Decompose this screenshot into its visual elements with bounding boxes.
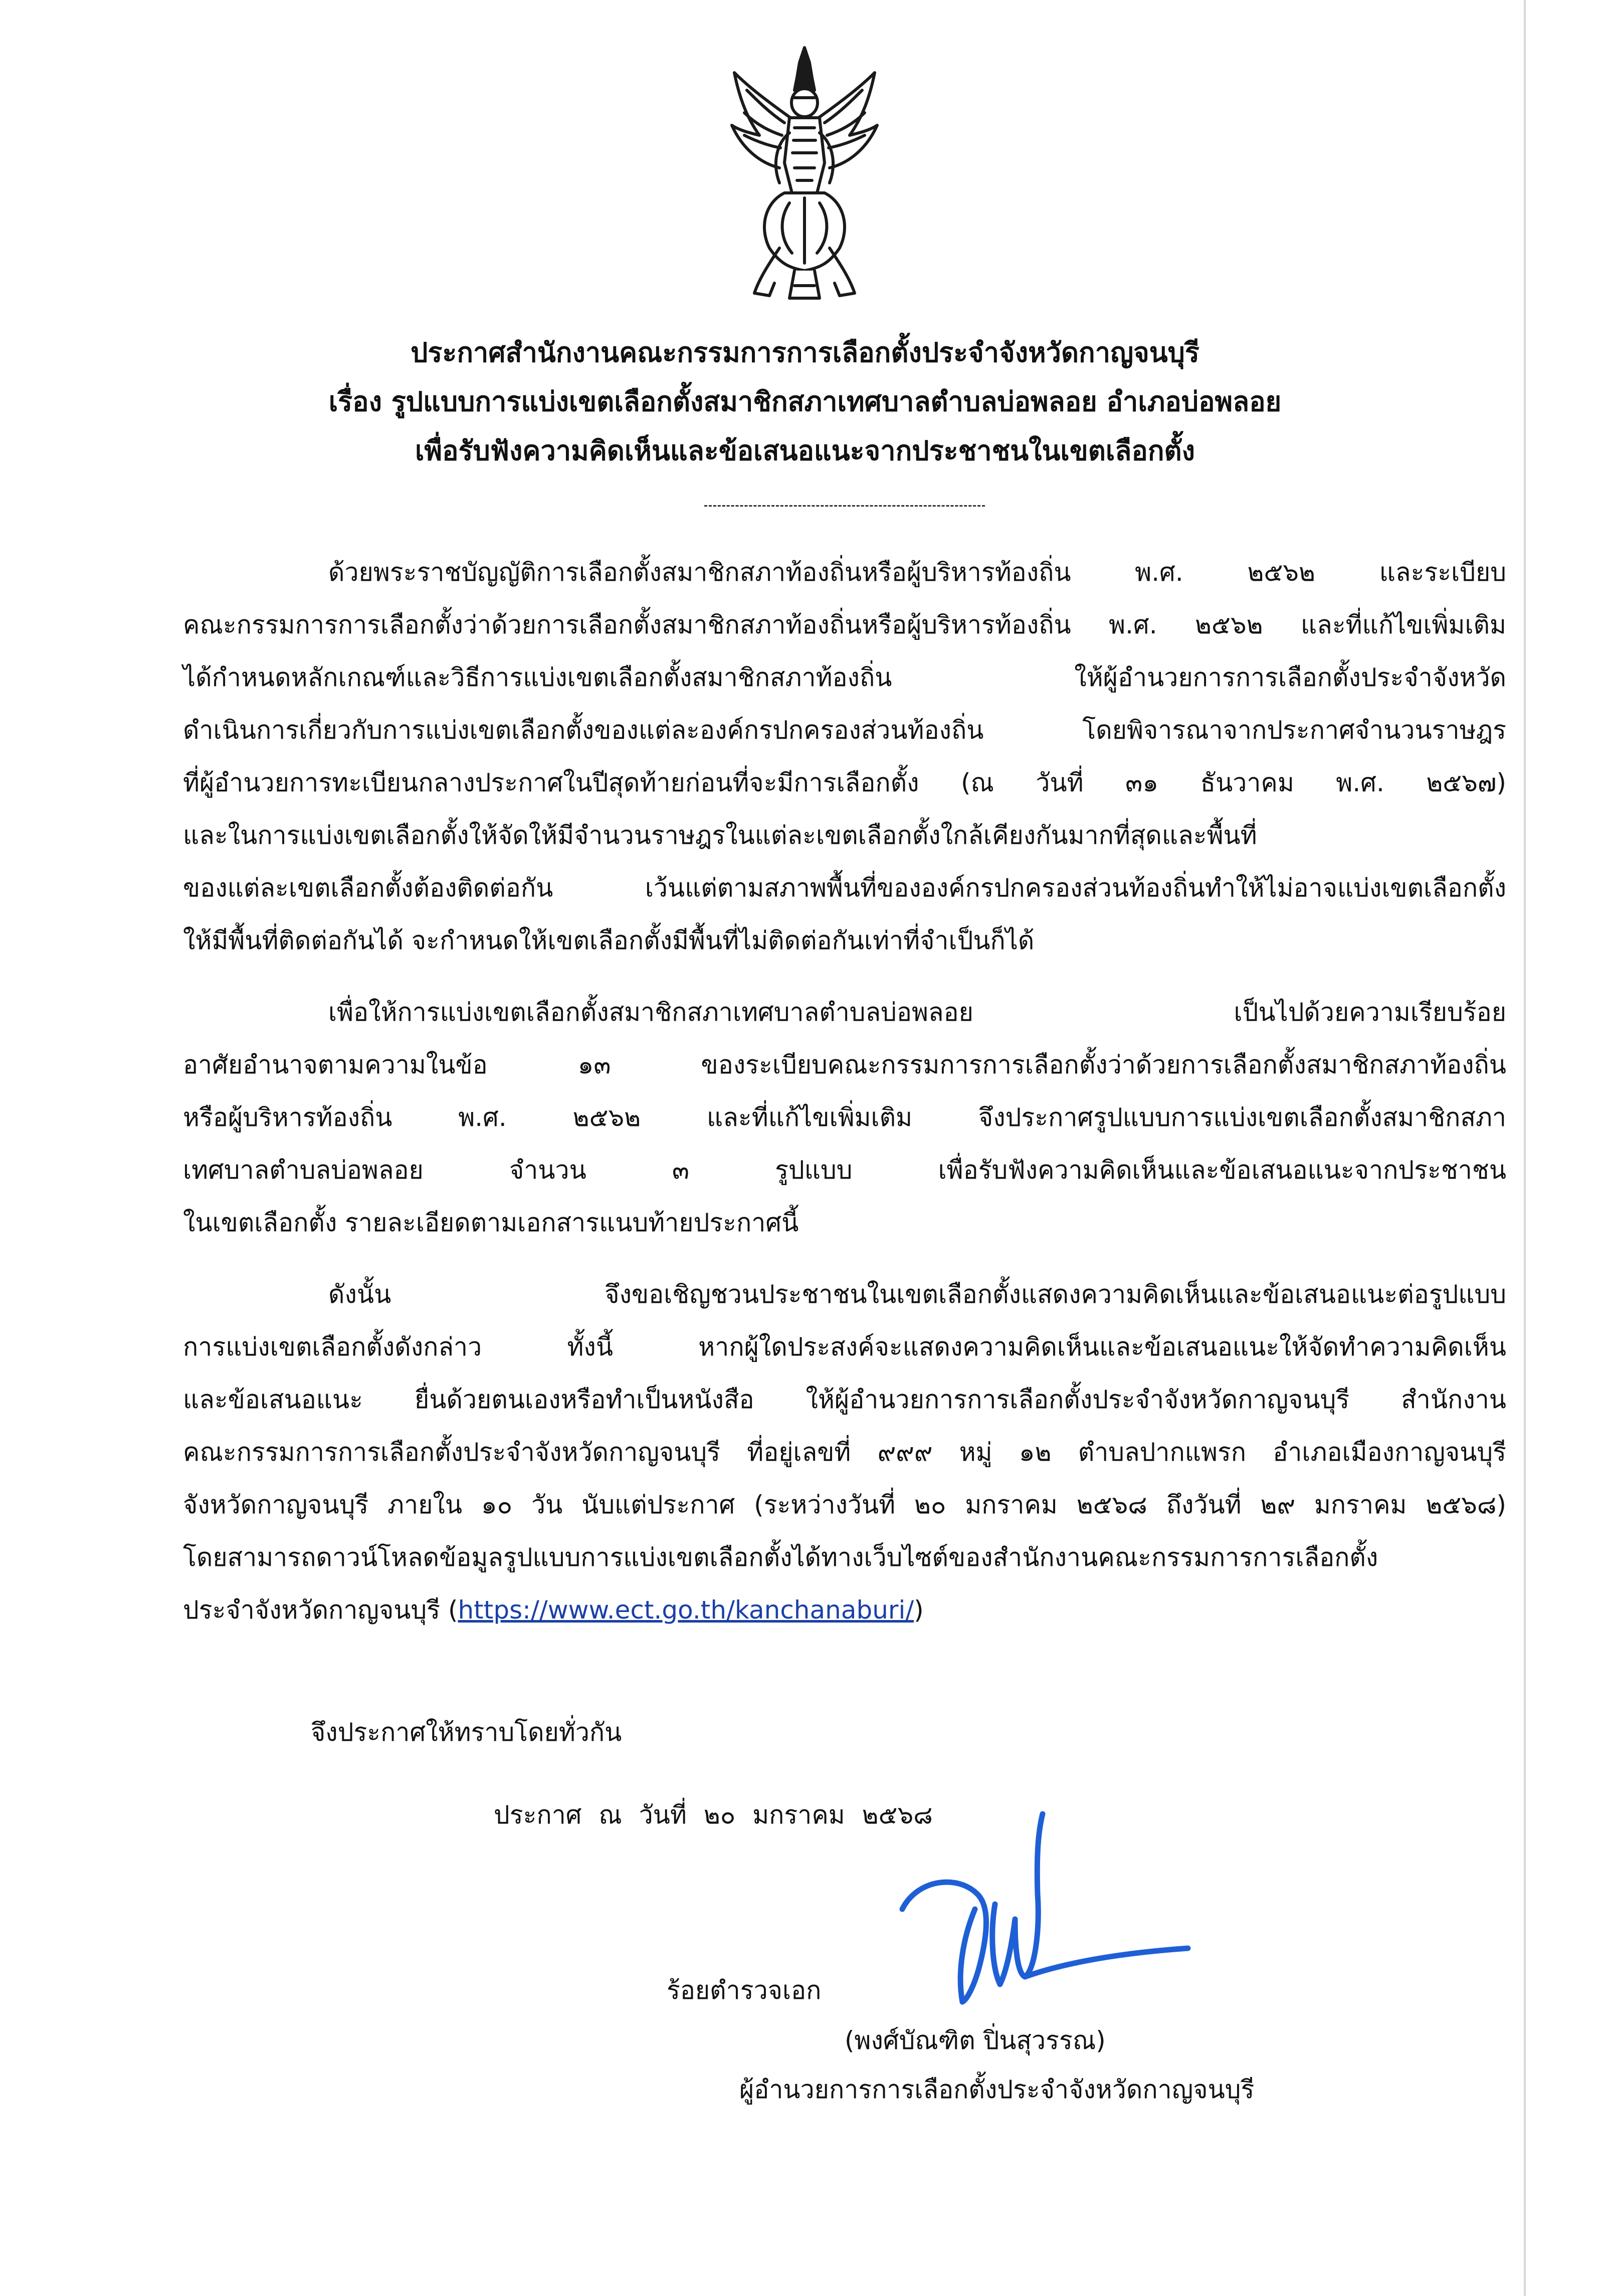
closing-statement: จึงประกาศให้ทราบโดยทั่วกัน <box>311 1718 622 1747</box>
paragraph-line: ในเขตเลือกตั้ง รายละเอียดตามเอกสารแนบท้ายประกาศนี้ <box>183 1208 799 1237</box>
paragraph-line: คณะกรรมการการเลือกตั้งประจำจังหวัดกาญจนบุรี ที่อยู่เลขที่ ๙๙๙ หมู่ ๑๒ ตำบลปากแพรก อำเภอเมืองกาญจนบุรี <box>183 1438 1506 1467</box>
paragraph-line: ที่ผู้อำนวยการทะเบียนกลางประกาศในปีสุดท้ายก่อนที่จะมีการเลือกตั้ง (ณ วันที่ ๓๑ ธันวาคม พ.ศ. ๒๕๖๗) <box>183 768 1506 797</box>
paragraph-line: ด้วยพระราชบัญญัติการเลือกตั้งสมาชิกสภาท้องถิ่นหรือผู้บริหารท้องถิ่น พ.ศ. ๒๕๖๒ และระเบียบ <box>328 558 1506 587</box>
website-suffix: ) <box>914 1595 924 1625</box>
paragraph-line: อาศัยอำนาจตามความในข้อ ๑๓ ของระเบียบคณะกรรมการการเลือกตั้งว่าด้วยการเลือกตั้งสมาชิกสภาท้องถิ่น <box>183 1050 1506 1079</box>
signer-rank: ร้อยตำรวจเอก <box>667 1976 822 2005</box>
heading-subject: เรื่อง รูปแบบการแบ่งเขตเลือกตั้งสมาชิกสภาเทศบาลตำบลบ่อพลอย อำเภอบ่อพลอย <box>328 386 1282 417</box>
paragraph-1 <box>183 546 1506 967</box>
paragraph-2 <box>183 986 1506 1249</box>
paragraph-line: และในการแบ่งเขตเลือกตั้งให้จัดให้มีจำนวนราษฎรในแต่ละเขตเลือกตั้งใกล้เคียงกันมากที่สุดและพื้นที่ <box>183 821 1257 850</box>
website-prefix: ประจำจังหวัดกาญจนบุรี ( <box>183 1595 458 1625</box>
paragraph-line: โดยสามารถดาวน์โหลดข้อมูลรูปแบบการแบ่งเขตเลือกตั้งได้ทางเว็บไซต์ของสำนักงานคณะกรรมการการเลือกตั้ง <box>183 1543 1378 1572</box>
paragraph-line: การแบ่งเขตเลือกตั้งดังกล่าว ทั้งนี้ หากผู้ใดประสงค์จะแสดงความคิดเห็นและข้อเสนอแนะให้จัดทำความคิดเห็น <box>183 1332 1506 1361</box>
paragraph-line: หรือผู้บริหารท้องถิ่น พ.ศ. ๒๕๖๒ และที่แก้ไขเพิ่มเติม จึงประกาศรูปแบบการแบ่งเขตเลือกตั้งสมาชิกสภา <box>183 1103 1506 1132</box>
paragraph-line: ให้มีพื้นที่ติดต่อกันได้ จะกำหนดให้เขตเลือกตั้งมีพื้นที่ไม่ติดต่อกันเท่าที่จำเป็นก็ได้ <box>183 926 1035 955</box>
paragraph-line: และข้อเสนอแนะ ยื่นด้วยตนเองหรือทำเป็นหนังสือ ให้ผู้อำนวยการการเลือกตั้งประจำจังหวัดกาญจนบุรี สำนักงาน <box>183 1385 1506 1414</box>
paragraph-line: ดำเนินการเกี่ยวกับการแบ่งเขตเลือกตั้งของแต่ละองค์กรปกครองส่วนท้องถิ่น โดยพิจารณาจากประกาศจำนวนราษฎร <box>183 716 1506 745</box>
paragraph-line: เพื่อให้การแบ่งเขตเลือกตั้งสมาชิกสภาเทศบาลตำบลบ่อพลอย เป็นไปด้วยความเรียบร้อย <box>328 998 1506 1027</box>
signer-name: (พงศ์บัณฑิต ปิ่นสุวรรณ) <box>845 2026 1106 2055</box>
announce-date: ประกาศ ณ วันที่ ๒๐ มกราคม ๒๕๖๘ <box>494 1800 933 1829</box>
paragraph-line: ดังนั้น จึงขอเชิญชวนประชาชนในเขตเลือกตั้งแสดงความคิดเห็นและข้อเสนอแนะต่อรูปแบบ <box>328 1280 1506 1309</box>
paragraph-line: เทศบาลตำบลบ่อพลอย จำนวน ๓ รูปแบบ เพื่อรับฟังความคิดเห็นและข้อเสนอแนะจากประชาชน <box>183 1156 1506 1185</box>
announcement-body <box>183 546 1506 1637</box>
garuda-emblem-icon <box>724 43 885 308</box>
paragraph-line-with-link <box>183 1584 1506 1637</box>
handwritten-signature <box>887 1804 1198 2034</box>
heading-divider <box>704 505 985 507</box>
paragraph-line: จังหวัดกาญจนบุรี ภายใน ๑๐ วัน นับแต่ประกาศ (ระหว่างวันที่ ๒๐ มกราคม ๒๕๖๘ ถึงวันที่ ๒๙ มกราคม ๒๕๖๘) <box>183 1490 1506 1519</box>
announcement-heading <box>0 328 1610 476</box>
paragraph-3 <box>183 1268 1506 1637</box>
heading-purpose: เพื่อรับฟังความคิดเห็นและข้อเสนอแนะจากประชาชนในเขตเลือกตั้ง <box>415 435 1195 467</box>
paragraph-line: ได้กำหนดหลักเกณฑ์และวิธีการแบ่งเขตเลือกตั้งสมาชิกสภาท้องถิ่น ให้ผู้อำนวยการการเลือกตั้งประจำจังหวัด <box>183 663 1506 692</box>
heading-title: ประกาศสำนักงานคณะกรรมการการเลือกตั้งประจำจังหวัดกาญจนบุรี <box>411 337 1199 368</box>
paragraph-line: คณะกรรมการการเลือกตั้งว่าด้วยการเลือกตั้งสมาชิกสภาท้องถิ่นหรือผู้บริหารท้องถิ่น พ.ศ. ๒๕๖๒ และที่แก้ไขเพิ่มเติม <box>183 610 1506 639</box>
ect-website-link[interactable]: https://www.ect.go.th/kanchanaburi/ <box>458 1595 914 1625</box>
signer-position: ผู้อำนวยการการเลือกตั้งประจำจังหวัดกาญจนบุรี <box>739 2075 1255 2104</box>
paragraph-line: ของแต่ละเขตเลือกตั้งต้องติดต่อกัน เว้นแต่ตามสภาพพื้นที่ขององค์กรปกครองส่วนท้องถิ่นทำให้ไม่อาจแบ่งเขตเลือกตั้ง <box>183 873 1506 902</box>
